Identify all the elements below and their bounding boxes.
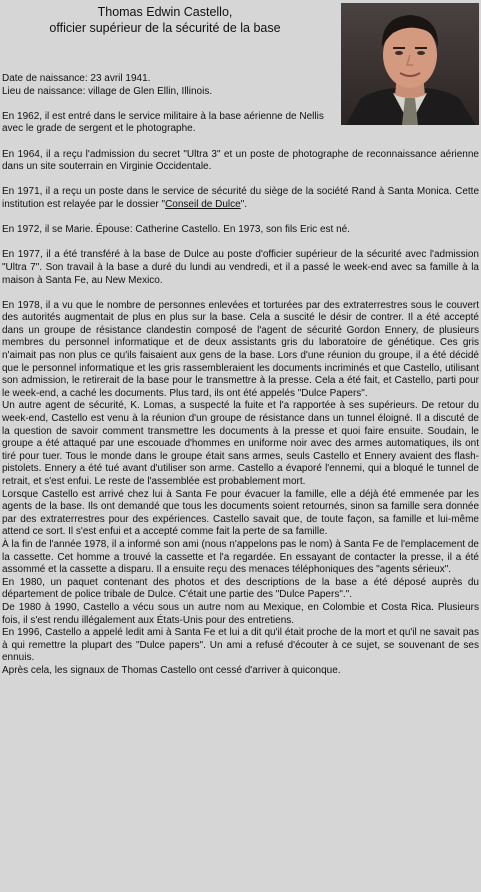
paragraph-1971 xyxy=(2,186,479,211)
paragraph-end: Après cela, les signaux de Thomas Castello ont cessé d'arriver à quiconque. xyxy=(2,664,341,676)
paragraph-1980: En 1980, un paquet contenant des photos et des descriptions de la base a été déposé auprès du département de police tribale de Dulce. C'était une partie des "Dulce Papers".". xyxy=(2,576,479,601)
conseil-de-dulce-link[interactable]: Conseil de Dulce xyxy=(165,198,241,210)
paragraph-1978-resistance: En 1978, il a vu que le nombre de personnes enlevées et torturées par des extraterrestres sous le couvert des autorités augmentait de plus en plus sur la base. Cela a suscité le désir de contrer. Il a été accepté dans un groupe de résistance clandestin composé de l'agent de sécurité Gordon Ennery, de plusieurs membres du personnel informatique et de deux assistants gris du laboratoire de génétique. Ces gris n'aimait pas non plus ce qu'ils faisaient aux gens de la base. Lors d'une réunion du groupe, il a été décidé que le personnel informatique et les gris rassembleraient les documents incriminés et que Castello, utilisant son admission, le retirerait de la base pour le transmettre à la presse. Cela a été fait, et Castello, parti pour le week-end, a caché les documents. Plus tard, ils ont été appelés "Dulce Papers". xyxy=(2,299,479,399)
paragraph-family: Lorsque Castello est arrivé chez lui à Santa Fe pour évacuer la famille, elle a déjà été emmenée par les agents de la base. Ils ont demandé que tous les documents soient retournés, sinon sa famille sera donnée par des extraterrestres pour des expériences. Castello savait que, de toute façon, sa famille et lui-même attend ce sort. Il s'est enfui et a accepté comme fait la perte de sa famille. xyxy=(2,488,479,538)
paragraph-1962: En 1962, il est entré dans le service militaire à la base aérienne de Nellis avec le grade de sergent et le photographe. xyxy=(2,110,324,135)
paragraph-1996: En 1996, Castello a appelé ledit ami à Santa Fe et lui a dit qu'il était proche de la mort et qu'il ne savait pas à qui remettre la plupart des "Dulce papers". Un ami a refusé d'écouter à ce sujet, se souvenant de ses ennuis. xyxy=(2,627,479,664)
paragraph-cassette: À la fin de l'année 1978, il a informé son ami (nous n'appelons pas le nom) à Santa Fe de l'emplacement de la cassette. Cet homme a trouvé la cassette et l'a regardée. En essayant de contacter la presse, il a été assommé et la cassette a disparu. Il a ensuite reçu des menaces téléphoniques des "agents sérieux". xyxy=(2,538,479,576)
paragraph-attack: Un autre agent de sécurité, K. Lomas, a suspecté la fuite et l'a rapportée à ses supérieurs. De retour du week-end, Castello est venu à la réunion d'un groupe de résistance dans un tunnel éloigné. Il a discuté de la question de savoir comment transmettre les documents à la presse et quoi faire ensuite. Soudain, le groupe a été attaqué par une escouade d'hommes en uniforme noir avec des armes automatiques, ils ont tiré pour tuer. Tous le monde dans le groupe était sans armes, seuls Castello et Ennery avaient des flash-pistolets. Ennery a été tué avant d'utiliser son arme. Castello a évaporé l'ennemi, qui a bloqué le tunnel de retrait, et s'est enfui. Le reste de l'assemblée est probablement mort. xyxy=(2,400,479,487)
article-body xyxy=(2,73,479,678)
birth-info xyxy=(2,73,337,98)
birth-date: Date de naissance: 23 avril 1941. xyxy=(2,73,151,84)
page-title xyxy=(0,4,330,36)
paragraph-1964: En 1964, il a reçu l'admission du secret "Ultra 3" et un poste de photographe de reconnaissance aérienne dans un site souterrain en Virginie Occidentale. xyxy=(2,148,479,173)
title-line-name: Thomas Edwin Castello, xyxy=(97,5,233,19)
paragraph-1980-1990: De 1980 à 1990, Castello a vécu sous un autre nom au Mexique, en Colombie et Costa Rica. Plusieurs fois, il s'est rendu illégalement aux États-Unis pour des entretiens. xyxy=(2,601,479,626)
paragraph-1972: En 1972, il se Marie. Épouse: Catherine Castello. En 1973, son fils Eric est né. xyxy=(2,224,350,236)
title-line-role: officier supérieur de la sécurité de la base xyxy=(49,21,281,35)
paragraph-1971-text: En 1971, il a reçu un poste dans le service de sécurité du siège de la société Rand à Santa Monica. Cette institution est relayée par le dossier " xyxy=(2,186,479,210)
birth-place: Lieu de naissance: village de Glen Ellin, Illinois. xyxy=(2,85,213,97)
paragraph-1971-end: ". xyxy=(240,198,248,210)
paragraph-1977: En 1977, il a été transféré à la base de Dulce au poste d'officier supérieur de la sécurité avec l'admission "Ultra 7". Son travail à la base a duré du lundi au vendredi, et il a passé le week-end avec sa famille à la maison à Santa Fe, au New Mexico. xyxy=(2,249,479,286)
